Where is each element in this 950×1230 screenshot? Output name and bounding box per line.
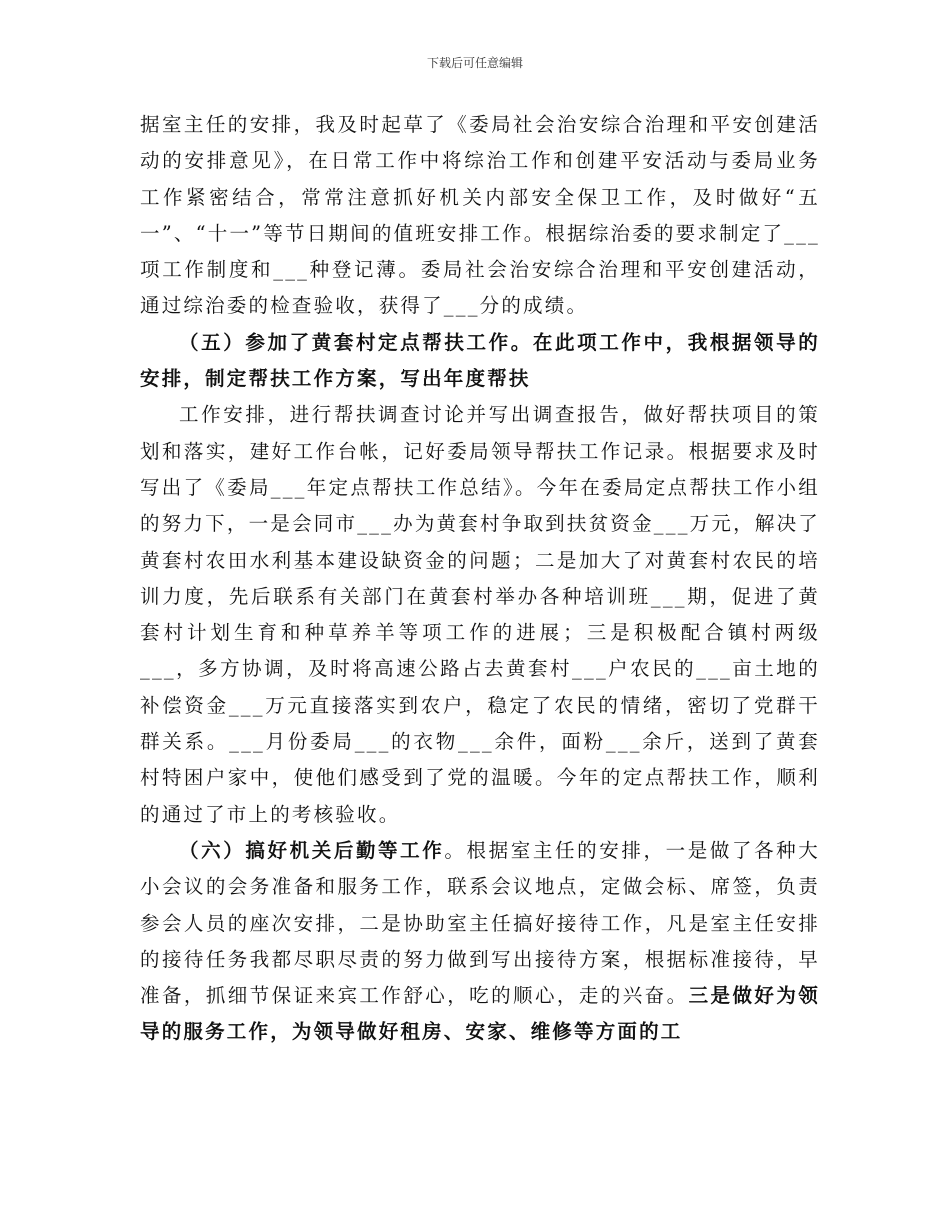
paragraph-comprehensive-governance: 据室主任的安排，我及时起草了《委局社会治安综合治理和平安创建活动的安排意见》，在日常工作中将综治工作和创建平安活动与委局业务工作紧密结合，常常注意抓好机关内部安全保卫工作，及时做好“五一”、“十一”等节日期间的值班安排工作。根据综治委的要求制定了___项工作制度和___种登记薄。委局社会治安综合治理和平安创建活动，通过综治委的检查验收，获得了___分的成绩。 xyxy=(140,113,820,318)
paragraph-section-six xyxy=(140,833,820,1051)
page-header: 下载后可任意编辑 xyxy=(426,56,523,70)
paragraph-poverty-assistance: 工作安排，进行帮扶调查讨论并写出调查报告，做好帮扶项目的策划和落实，建好工作台帐，记好委局领导帮扶工作记录。根据要求及时写出了《委局___年定点帮扶工作总结》。今年在委局定点帮扶工作小组的努力下，一是会同市___办为黄套村争取到扶贫资金___万元，解决了黄套村农田水利基本建设缺资金的问题；二是加大了对黄套村农民的培训力度，先后联系有关部门在黄套村举办各种培训班___期，促进了黄套村计划生育和种草养羊等项工作的进展；三是积极配合镇村两级___，多方协调，及时将高速公路占去黄套村___户农民的___亩土地的补偿资金___万元直接落实到农户，稳定了农民的情绪，密切了党群干群关系。___月份委局___的衣物___余件，面粉___余斤，送到了黄套村特困户家中，使他们感受到了党的温暖。今年的定点帮扶工作，顺利的通过了市上的考核验收。 xyxy=(140,403,820,826)
section-six-heading: （六）搞好机关后勤等工作 xyxy=(179,838,445,862)
section-six-body: 。根据室主任的安排，一是做了各种大小会议的会务准备和服务工作，联系会议地点，定做会标、席签，负责参会人员的座次安排，二是协助室主任搞好接待工作，凡是室主任安排的接待任务我都尽职尽责的努力做到写出接待方案，根据标准接待，早准备，抓细节保证来宾工作舒心，吃的顺心，走的兴奋。 xyxy=(140,838,821,1008)
paragraph-section-five-heading: （五）参加了黄套村定点帮扶工作。在此项工作中，我根据领导的安排，制定帮扶工作方案，写出年度帮扶 xyxy=(140,330,820,391)
section-six-bold-tail: 三是做好为领导的服务工作，为领导做好租房、安家、维修等方面的工 xyxy=(140,984,820,1044)
document-body xyxy=(140,107,820,1051)
